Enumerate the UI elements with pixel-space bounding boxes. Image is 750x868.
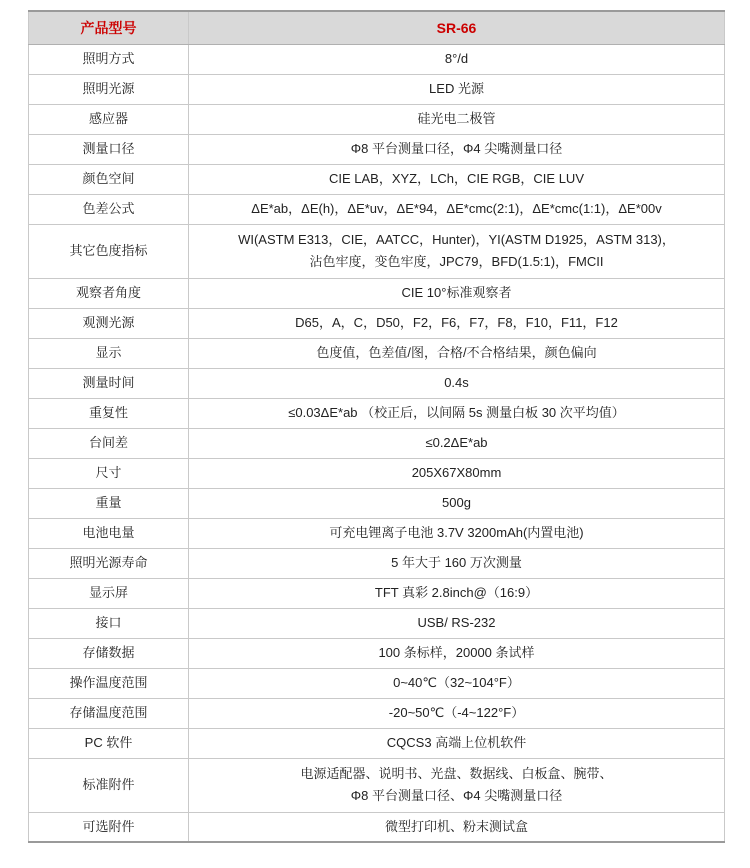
row-value-line: Φ8 平台测量口径、Φ4 尖嘴测量口径: [350, 788, 563, 803]
row-label: 色差公式: [29, 194, 189, 224]
table-row: [29, 638, 725, 668]
row-label: PC 软件: [29, 728, 189, 758]
row-label: 电池电量: [29, 518, 189, 548]
table-row: [29, 338, 725, 368]
row-label: 接口: [29, 608, 189, 638]
row-label: 操作温度范围: [29, 668, 189, 698]
row-label: 其它色度指标: [29, 224, 189, 278]
row-value: 5 年大于 160 万次测量: [189, 548, 725, 578]
row-label: 照明光源寿命: [29, 548, 189, 578]
table-row: [29, 548, 725, 578]
row-label: 显示屏: [29, 578, 189, 608]
row-label: 颜色空间: [29, 164, 189, 194]
row-value: 硅光电二极管: [189, 104, 725, 134]
table-row: [29, 308, 725, 338]
row-value: 0~40℃（32~104°F）: [189, 668, 725, 698]
row-value: 0.4s: [189, 368, 725, 398]
row-value: 8°/d: [189, 44, 725, 74]
row-value: LED 光源: [189, 74, 725, 104]
row-value: 100 条标样，20000 条试样: [189, 638, 725, 668]
row-value: ≤0.03ΔE*ab （校正后，以间隔 5s 测量白板 30 次平均值）: [189, 398, 725, 428]
table-row: [29, 74, 725, 104]
row-value: 可充电锂离子电池 3.7V 3200mAh(内置电池): [189, 518, 725, 548]
table-row: [29, 812, 725, 842]
row-label: 显示: [29, 338, 189, 368]
row-value: ≤0.2ΔE*ab: [189, 428, 725, 458]
row-value: 色度值，色差值/图，合格/不合格结果，颜色偏向: [189, 338, 725, 368]
row-label: 存储温度范围: [29, 698, 189, 728]
row-value: ΔE*ab，ΔE(h)，ΔE*uv，ΔE*94，ΔE*cmc(2:1)，ΔE*cmc(1:1)，ΔE*00v: [189, 194, 725, 224]
row-label: 照明光源: [29, 74, 189, 104]
row-label: 测量口径: [29, 134, 189, 164]
table-row: [29, 104, 725, 134]
row-label: 可选附件: [29, 812, 189, 842]
row-value: [189, 758, 725, 812]
row-value: -20~50℃（-4~122°F）: [189, 698, 725, 728]
row-value: TFT 真彩 2.8inch@（16:9）: [189, 578, 725, 608]
header-label: 产品型号: [29, 11, 189, 44]
table-row: [29, 194, 725, 224]
table-row: [29, 398, 725, 428]
spec-table: [28, 10, 725, 843]
row-label: 存储数据: [29, 638, 189, 668]
row-value: 500g: [189, 488, 725, 518]
row-value-line: 电源适配器、说明书、光盘、数据线、白板盒、腕带、: [300, 766, 613, 781]
table-row: [29, 578, 725, 608]
row-value-line: 沾色牢度，变色牢度，JPC79，BFD(1.5:1)，FMCII: [309, 254, 604, 269]
row-label: 尺寸: [29, 458, 189, 488]
table-row: [29, 428, 725, 458]
table-row: [29, 608, 725, 638]
row-value-line: WI(ASTM E313，CIE，AATCC，Hunter)，YI(ASTM D1925，ASTM 313)，: [238, 232, 675, 247]
table-row: [29, 278, 725, 308]
table-row: [29, 488, 725, 518]
header-model: SR-66: [189, 11, 725, 44]
row-label: 测量时间: [29, 368, 189, 398]
table-row: [29, 44, 725, 74]
row-label: 标准附件: [29, 758, 189, 812]
row-value: D65，A，C，D50，F2，F6，F7，F8，F10，F11，F12: [189, 308, 725, 338]
row-value: 微型打印机、粉末测试盒: [189, 812, 725, 842]
row-label: 照明方式: [29, 44, 189, 74]
row-label: 感应器: [29, 104, 189, 134]
row-value: [189, 224, 725, 278]
row-value: USB/ RS-232: [189, 608, 725, 638]
table-header-row: [29, 11, 725, 44]
row-label: 观察者角度: [29, 278, 189, 308]
table-row: [29, 224, 725, 278]
row-label: 观测光源: [29, 308, 189, 338]
row-value: 205X67X80mm: [189, 458, 725, 488]
table-row: [29, 698, 725, 728]
table-row: [29, 758, 725, 812]
row-value: Φ8 平台测量口径，Φ4 尖嘴测量口径: [189, 134, 725, 164]
row-label: 重量: [29, 488, 189, 518]
table-row: [29, 668, 725, 698]
table-row: [29, 164, 725, 194]
row-label: 重复性: [29, 398, 189, 428]
table-row: [29, 728, 725, 758]
row-label: 台间差: [29, 428, 189, 458]
row-value: CIE 10°标准观察者: [189, 278, 725, 308]
table-row: [29, 458, 725, 488]
table-row: [29, 518, 725, 548]
table-row: [29, 368, 725, 398]
row-value: CIE LAB，XYZ，LCh，CIE RGB，CIE LUV: [189, 164, 725, 194]
row-value: CQCS3 高端上位机软件: [189, 728, 725, 758]
table-row: [29, 134, 725, 164]
